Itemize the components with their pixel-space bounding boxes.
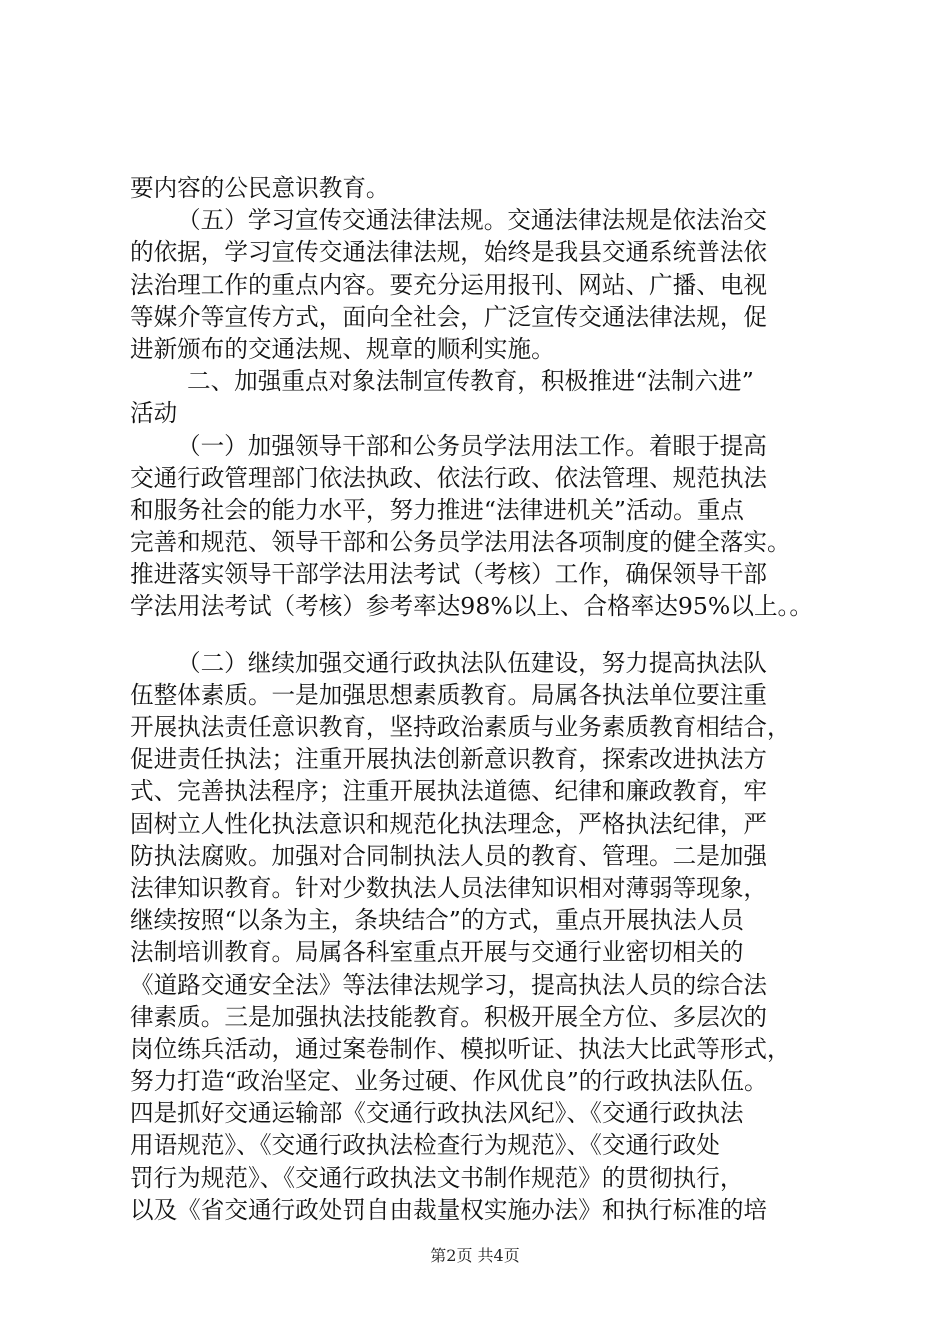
text-line: 完善和规范、领导干部和公务员学法用法各项制度的健全落实。 xyxy=(130,528,791,557)
text-line: 固树立人性化执法意识和规范化执法理念，严格执法纪律，严 xyxy=(130,809,768,838)
text-line: 促进责任执法；注重开展执法创新意识教育，探索改进执法方 xyxy=(130,745,768,774)
text-line: 岗位练兵活动，通过案卷制作、模拟听证、执法大比武等形式， xyxy=(130,1034,791,1063)
text-line: （一）加强领导干部和公务员学法用法工作。着眼于提高 xyxy=(177,431,767,460)
text-line: 继续按照“以条为主，条块结合”的方式，重点开展执法人员 xyxy=(130,906,744,935)
text-line: 进新颁布的交通法规、规章的顺利实施。 xyxy=(130,334,555,363)
text-line: 四是抓好交通运输部《交通行政执法风纪》、《交通行政执法 xyxy=(130,1099,744,1128)
document-body xyxy=(130,172,850,1226)
text-line: 罚行为规范》、《交通行政执法文书制作规范》的贯彻执行， xyxy=(130,1163,744,1192)
text-line: 努力打造“政治坚定、业务过硬、作风优良”的行政执法队伍。 xyxy=(130,1067,768,1096)
text-line: 学法用法考试（考核）参考率达98%以上、合格率达95%以上。。 xyxy=(130,592,813,621)
page-footer: 第2页 共4页 xyxy=(430,1246,520,1265)
text-line: 推进落实领导干部学法用法考试（考核）工作，确保领导干部 xyxy=(130,560,768,589)
text-line: 伍整体素质。一是加强思想素质教育。局属各执法单位要注重 xyxy=(130,680,768,709)
text-line: 二、加强重点对象法制宣传教育，积极推进“法制六进” xyxy=(187,367,754,396)
text-line: 活动 xyxy=(130,399,178,428)
text-line: 防执法腐败。加强对合同制执法人员的教育、管理。二是加强 xyxy=(130,841,768,870)
text-line: 法治理工作的重点内容。要充分运用报刊、网站、广播、电视 xyxy=(130,270,768,299)
text-line: 和服务社会的能力水平，努力推进“法律进机关”活动。重点 xyxy=(130,495,744,524)
text-line: 以及《省交通行政处罚自由裁量权实施办法》和执行标准的培 xyxy=(130,1195,768,1224)
text-line: 等媒介等宣传方式，面向全社会，广泛宣传交通法律法规，促 xyxy=(130,302,768,331)
text-line: 式、完善执法程序；注重开展执法道德、纪律和廉政教育，牢 xyxy=(130,777,768,806)
text-line: 的依据，学习宣传交通法律法规，始终是我县交通系统普法依 xyxy=(130,238,768,267)
text-line: 律素质。三是加强执法技能教育。积极开展全方位、多层次的 xyxy=(130,1002,768,1031)
text-line: 开展执法责任意识教育，坚持政治素质与业务素质教育相结合， xyxy=(130,713,791,741)
text-line: 要内容的公民意识教育。 xyxy=(130,174,390,202)
text-line: 法律知识教育。针对少数执法人员法律知识相对薄弱等现象， xyxy=(130,873,768,902)
text-line: 交通行政管理部门依法执政、依法行政、依法管理、规范执法 xyxy=(130,463,768,492)
text-line: 用语规范》、《交通行政执法检查行为规范》、《交通行政处 xyxy=(130,1131,720,1160)
text-line: （二）继续加强交通行政执法队伍建设，努力提高执法队 xyxy=(177,648,767,677)
paragraph-gap xyxy=(130,623,850,647)
text-line: （五）学习宣传交通法律法规。交通法律法规是依法治交 xyxy=(177,206,767,235)
text-line: 法制培训教育。局属各科室重点开展与交通行业密切相关的 xyxy=(130,938,744,967)
text-line: 《道路交通安全法》等法律法规学习，提高执法人员的综合法 xyxy=(130,970,768,999)
